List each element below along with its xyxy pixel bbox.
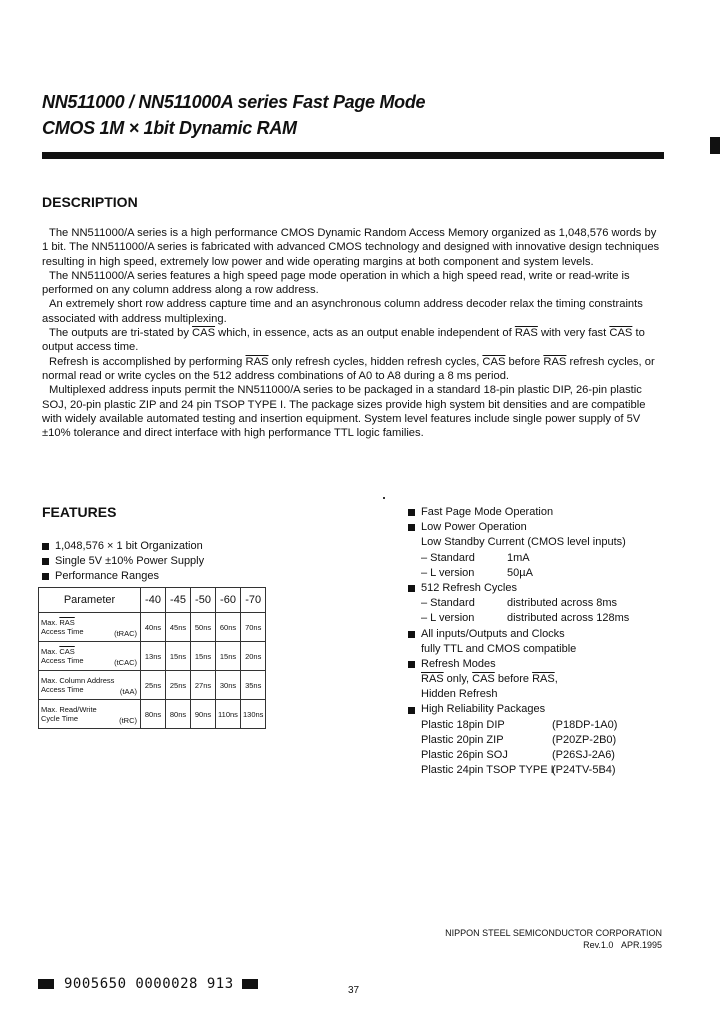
bullet-icon	[408, 631, 415, 638]
stray-dot	[383, 497, 385, 499]
col-header: -70	[241, 588, 266, 613]
package-item: Plastic 18pin DIP (P18DP-1A0)	[421, 718, 618, 731]
feature-subitem: – Standard distributed across 8ms	[421, 597, 618, 610]
bullet-icon	[408, 585, 415, 592]
bullet-icon	[42, 573, 49, 580]
description-p5: Refresh is accomplished by performing $\overline{RAS}$ only refresh cycles, hidden refresh cycles, $\overline{CAS}$ before $\overline{RAS}$ refresh cycles, or normal read or write cycles on the 512 address combinations of A0 to A8 during a 8 ms period.	[42, 355, 655, 382]
table-cell: 15ns	[191, 642, 216, 671]
bullet-icon	[42, 543, 49, 550]
feature-subitem: fully TTL and CMOS compatible	[421, 642, 577, 655]
feature-subitem: – L version distributed across 128ms	[421, 612, 630, 625]
description-p3: An extremely short row address capture time and an asynchronous column address decoder relax the timing constraints associated with address multiplexing.	[42, 298, 643, 325]
table-cell: 35ns	[241, 671, 266, 700]
feature-item: All inputs/Outputs and Clocks	[408, 627, 629, 642]
description-p1: The NN511000/A series is a high performance CMOS Dynamic Random Access Memory organized as 1,048,576 words by 1 bit. The NN511000/A series is fabricated with advanced CMOS technology and designed with innovative design techniques resulting in high speed, extremely low power and wide operating margins at both component and system levels.	[42, 227, 660, 268]
table-cell: 30ns	[216, 671, 241, 700]
table-cell: 110ns	[216, 700, 241, 729]
barcode-block	[242, 979, 258, 989]
table-cell: 13ns	[141, 642, 166, 671]
table-row	[39, 700, 266, 729]
param-header: Parameter	[39, 588, 141, 613]
feature-item: 512 Refresh Cycles	[408, 581, 629, 596]
feature-subitem: – L version 50µA	[421, 566, 533, 579]
table-cell: 130ns	[241, 700, 266, 729]
title-line-1: NN511000 / NN511000A series Fast Page Mode	[42, 92, 426, 112]
package-item: Plastic 20pin ZIP (P20ZP-2B0)	[421, 733, 617, 746]
features-right-list	[408, 505, 629, 778]
page-number: 37	[348, 985, 360, 996]
description-body	[42, 226, 662, 440]
description-p2: The NN511000/A series features a high speed page mode operation in which a high speed read, write or read-write is performed on any column address along a row address.	[42, 269, 630, 297]
table-row	[39, 613, 266, 642]
feature-item: High Reliability Packages	[408, 702, 629, 717]
bullet-icon	[408, 661, 415, 668]
table-row	[39, 642, 266, 671]
description-heading: DESCRIPTION	[42, 194, 138, 210]
param-cell: Max. Column Address Access Time (tAA)	[39, 671, 141, 700]
feature-item: Single 5V ±10% Power Supply	[42, 554, 204, 569]
feature-subitem: $\overline{RAS}$ only, $\overline{CAS}$ before $\overline{RAS}$,	[421, 673, 558, 686]
feature-item: Low Power Operation	[408, 520, 629, 535]
table-cell: 80ns	[141, 700, 166, 729]
param-cell: Max. Read/Write Cycle Time (tRC)	[39, 700, 141, 729]
barcode-number: 9005650 0000028 913	[64, 976, 234, 992]
param-cell: Max. $\overline{CAS}$ Access Time (tCAC)	[39, 642, 141, 671]
barcode-block	[38, 979, 54, 989]
feature-item: Refresh Modes	[408, 657, 629, 672]
bullet-icon	[408, 707, 415, 714]
package-item: Plastic 26pin SOJ (P26SJ-2A6)	[421, 749, 615, 761]
table-cell: 15ns	[166, 642, 191, 671]
features-left-list	[42, 539, 204, 584]
table-cell: 70ns	[241, 613, 266, 642]
bullet-icon	[42, 558, 49, 565]
table-cell: 20ns	[241, 642, 266, 671]
title-line-2: CMOS 1M × 1bit Dynamic RAM	[42, 118, 297, 138]
performance-table	[38, 587, 266, 729]
col-header: -50	[191, 588, 216, 613]
col-header: -40	[141, 588, 166, 613]
company-name: NIPPON STEEL SEMICONDUCTOR CORPORATION	[445, 928, 662, 938]
table-cell: 45ns	[166, 613, 191, 642]
feature-subitem: Low Standby Current (CMOS level inputs)	[421, 536, 626, 549]
table-cell: 40ns	[141, 613, 166, 642]
feature-subitem: Hidden Refresh	[421, 688, 498, 701]
description-p4: The outputs are tri-stated by $\overline{CAS}$ which, in essence, acts as an output enable independent of $\overline{RAS}$ with very fast $\overline{CAS}$ to output access time.	[42, 327, 645, 354]
col-header: -60	[216, 588, 241, 613]
col-header: -45	[166, 588, 191, 613]
table-cell: 80ns	[166, 700, 191, 729]
barcode-line	[38, 976, 258, 992]
table-cell: 50ns	[191, 613, 216, 642]
param-cell: Max. $\overline{RAS}$ Access Time (tRAC)	[39, 613, 141, 642]
feature-item: 1,048,576 × 1 bit Organization	[42, 539, 204, 554]
table-cell: 27ns	[191, 671, 216, 700]
table-header-row	[39, 588, 266, 613]
feature-item: Fast Page Mode Operation	[408, 505, 629, 520]
header-rule	[42, 152, 664, 159]
bullet-icon	[408, 509, 415, 516]
table-cell: 25ns	[141, 671, 166, 700]
feature-subitem: – Standard 1mA	[421, 551, 530, 564]
table-cell: 15ns	[216, 642, 241, 671]
table-cell: 60ns	[216, 613, 241, 642]
package-item: Plastic 24pin TSOP TYPE I (P24TV-5B4)	[421, 764, 616, 777]
bullet-icon	[408, 524, 415, 531]
table-cell: 25ns	[166, 671, 191, 700]
features-heading: FEATURES	[42, 504, 117, 520]
edge-marker	[710, 137, 720, 154]
table-cell: 90ns	[191, 700, 216, 729]
description-p6: Multiplexed address inputs permit the NN511000/A series to be packaged in a standard 18-pin plastic DIP, 26-pin plastic SOJ, 20-pin plastic ZIP and 24 pin TSOP TYPE I. The package sizes provide high system bit densities and are compatible with widely available automated testing and insertion equipment. System level features include single power supply of 5V ±10% tolerance and direct interface with high performance TTL logic families.	[42, 384, 646, 440]
revision-line: Rev.1.0 APR.1995	[583, 940, 662, 950]
footer-block	[417, 927, 662, 951]
feature-item: Performance Ranges	[42, 569, 204, 584]
table-row	[39, 671, 266, 700]
